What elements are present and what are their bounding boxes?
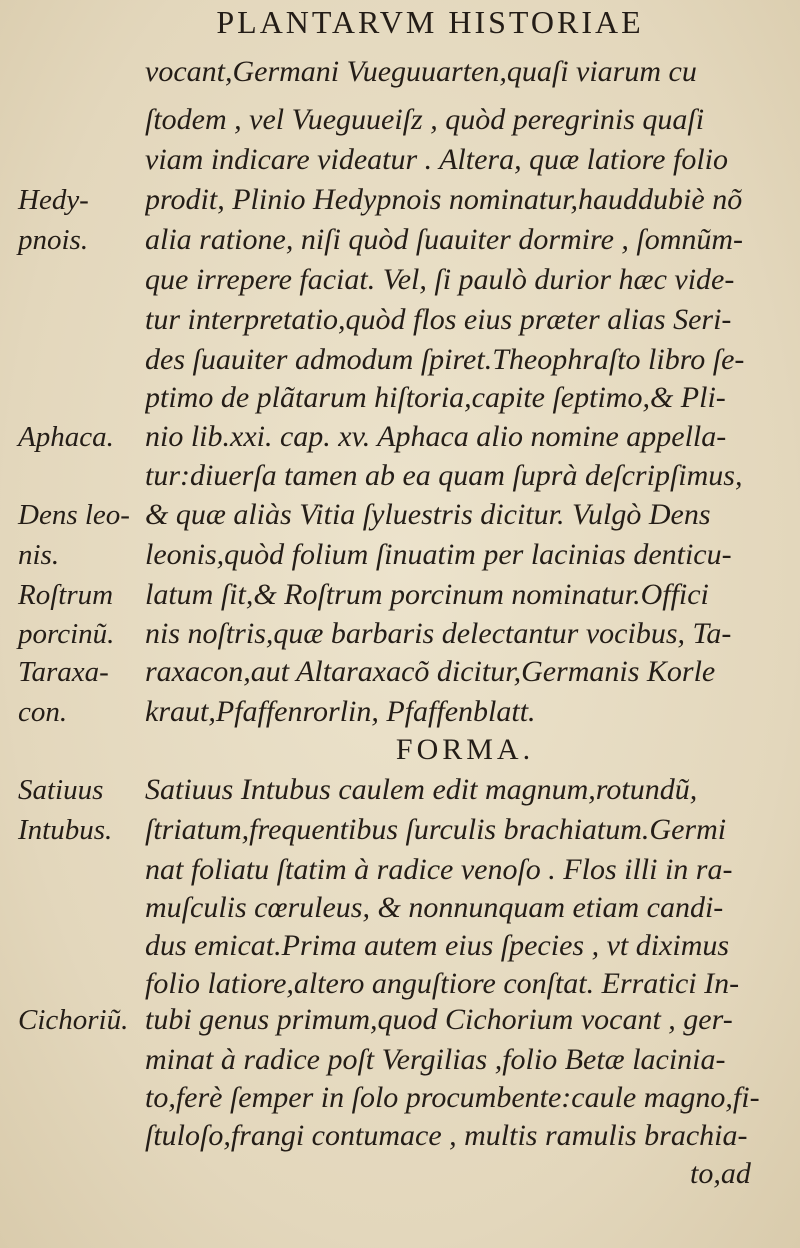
text-line: ſtuloſo,frangi contumace , multis ramulis brachia-	[145, 1119, 748, 1152]
running-header: PLANTARVM HISTORIAE	[216, 4, 644, 40]
text-line: minat à radice poſt Vergilias ,folio Betæ lacinia-	[145, 1043, 726, 1076]
margin-note-aphaca: Aphaca.	[18, 421, 114, 453]
margin-note-dens-leonis-2: nis.	[18, 539, 60, 571]
text-line: que irrepere faciat. Vel, ſi paulò durior hæc vide-	[145, 263, 735, 296]
margin-note-rostrum-2: porcinũ.	[18, 618, 115, 650]
text-line: ptimo de plãtarum hiſtoria,capite ſeptimo,& Pli-	[145, 381, 726, 414]
text-line: leonis,quòd folium ſinuatim per lacinias denticu-	[145, 538, 732, 571]
margin-note-dens-leonis-1: Dens leo-	[18, 499, 130, 531]
text-line: muſculis cœruleus, & nonnunquam etiam candi-	[145, 891, 724, 924]
text-line: dus emicat.Prima autem eius ſpecies , vt diximus	[145, 929, 730, 962]
text-line: viam indicare videatur . Altera, quæ latiore folio	[145, 143, 728, 176]
text-line: alia ratione, niſi quòd ſuauiter dormire , ſomnũm-	[145, 223, 744, 256]
margin-note-taraxacon-1: Taraxa-	[18, 656, 109, 688]
text-line: latum ſit,& Roſtrum porcinum nominatur.Offici	[145, 578, 709, 611]
margin-note-cichorium: Cichoriũ.	[18, 1004, 129, 1036]
text-line: Satiuus Intubus caulem edit magnum,rotundũ,	[145, 773, 698, 806]
text-line: & quæ aliàs Vitia ſyluestris dicitur. Vulgò Dens	[145, 498, 711, 531]
text-line: tur:diuerſa tamen ab ea quam ſuprà deſcripſimus,	[145, 459, 743, 492]
text-line: tubi genus primum,quod Cichorium vocant , ger-	[145, 1003, 733, 1036]
text-line: des ſuauiter admodum ſpiret.Theophraſto libro ſe-	[145, 343, 745, 376]
text-line: kraut,Pfaffenrorlin, Pfaffenblatt.	[145, 695, 536, 728]
margin-note-hedypnois-2: pnois.	[18, 224, 89, 256]
text-line: prodit, Plinio Hedypnois nominatur,hauddubiè nõ	[145, 183, 743, 216]
margin-note-satiuus: Satiuus	[18, 774, 104, 806]
text-line: tur interpretatio,quòd flos eius præter alias Seri-	[145, 303, 732, 336]
text-line: to,ferè ſemper in ſolo procumbente:caule magno,fi-	[145, 1081, 760, 1114]
section-heading: FORMA.	[395, 733, 535, 766]
text-line: folio latiore,altero anguſtiore conſtat. Erratici In-	[145, 967, 740, 1000]
text-line: ſtodem , vel Vueguueiſz , quòd peregrinis quaſi	[145, 103, 705, 136]
margin-note-hedypnois-1: Hedy-	[18, 184, 89, 216]
margin-note-intubus: Intubus.	[18, 814, 113, 846]
text-line: nat foliatu ſtatim à radice venoſo . Flos illi in ra-	[145, 853, 733, 886]
text-line: vocant,Germani Vueguuarten,quaſi viarum cu	[145, 55, 697, 88]
margin-note-rostrum-1: Roſtrum	[18, 579, 114, 611]
text-line: nis noſtris,quæ barbaris delectantur vocibus, Ta-	[145, 617, 732, 650]
catchword: to,ad	[690, 1157, 751, 1190]
text-line: ſtriatum,frequentibus ſurculis brachiatum.Germi	[145, 813, 727, 846]
text-line: nio lib.xxi. cap. xv. Aphaca alio nomine appella-	[145, 420, 727, 453]
text-line: raxacon,aut Altaraxacõ dicitur,Germanis Korle	[145, 655, 716, 688]
margin-note-taraxacon-2: con.	[18, 696, 68, 728]
